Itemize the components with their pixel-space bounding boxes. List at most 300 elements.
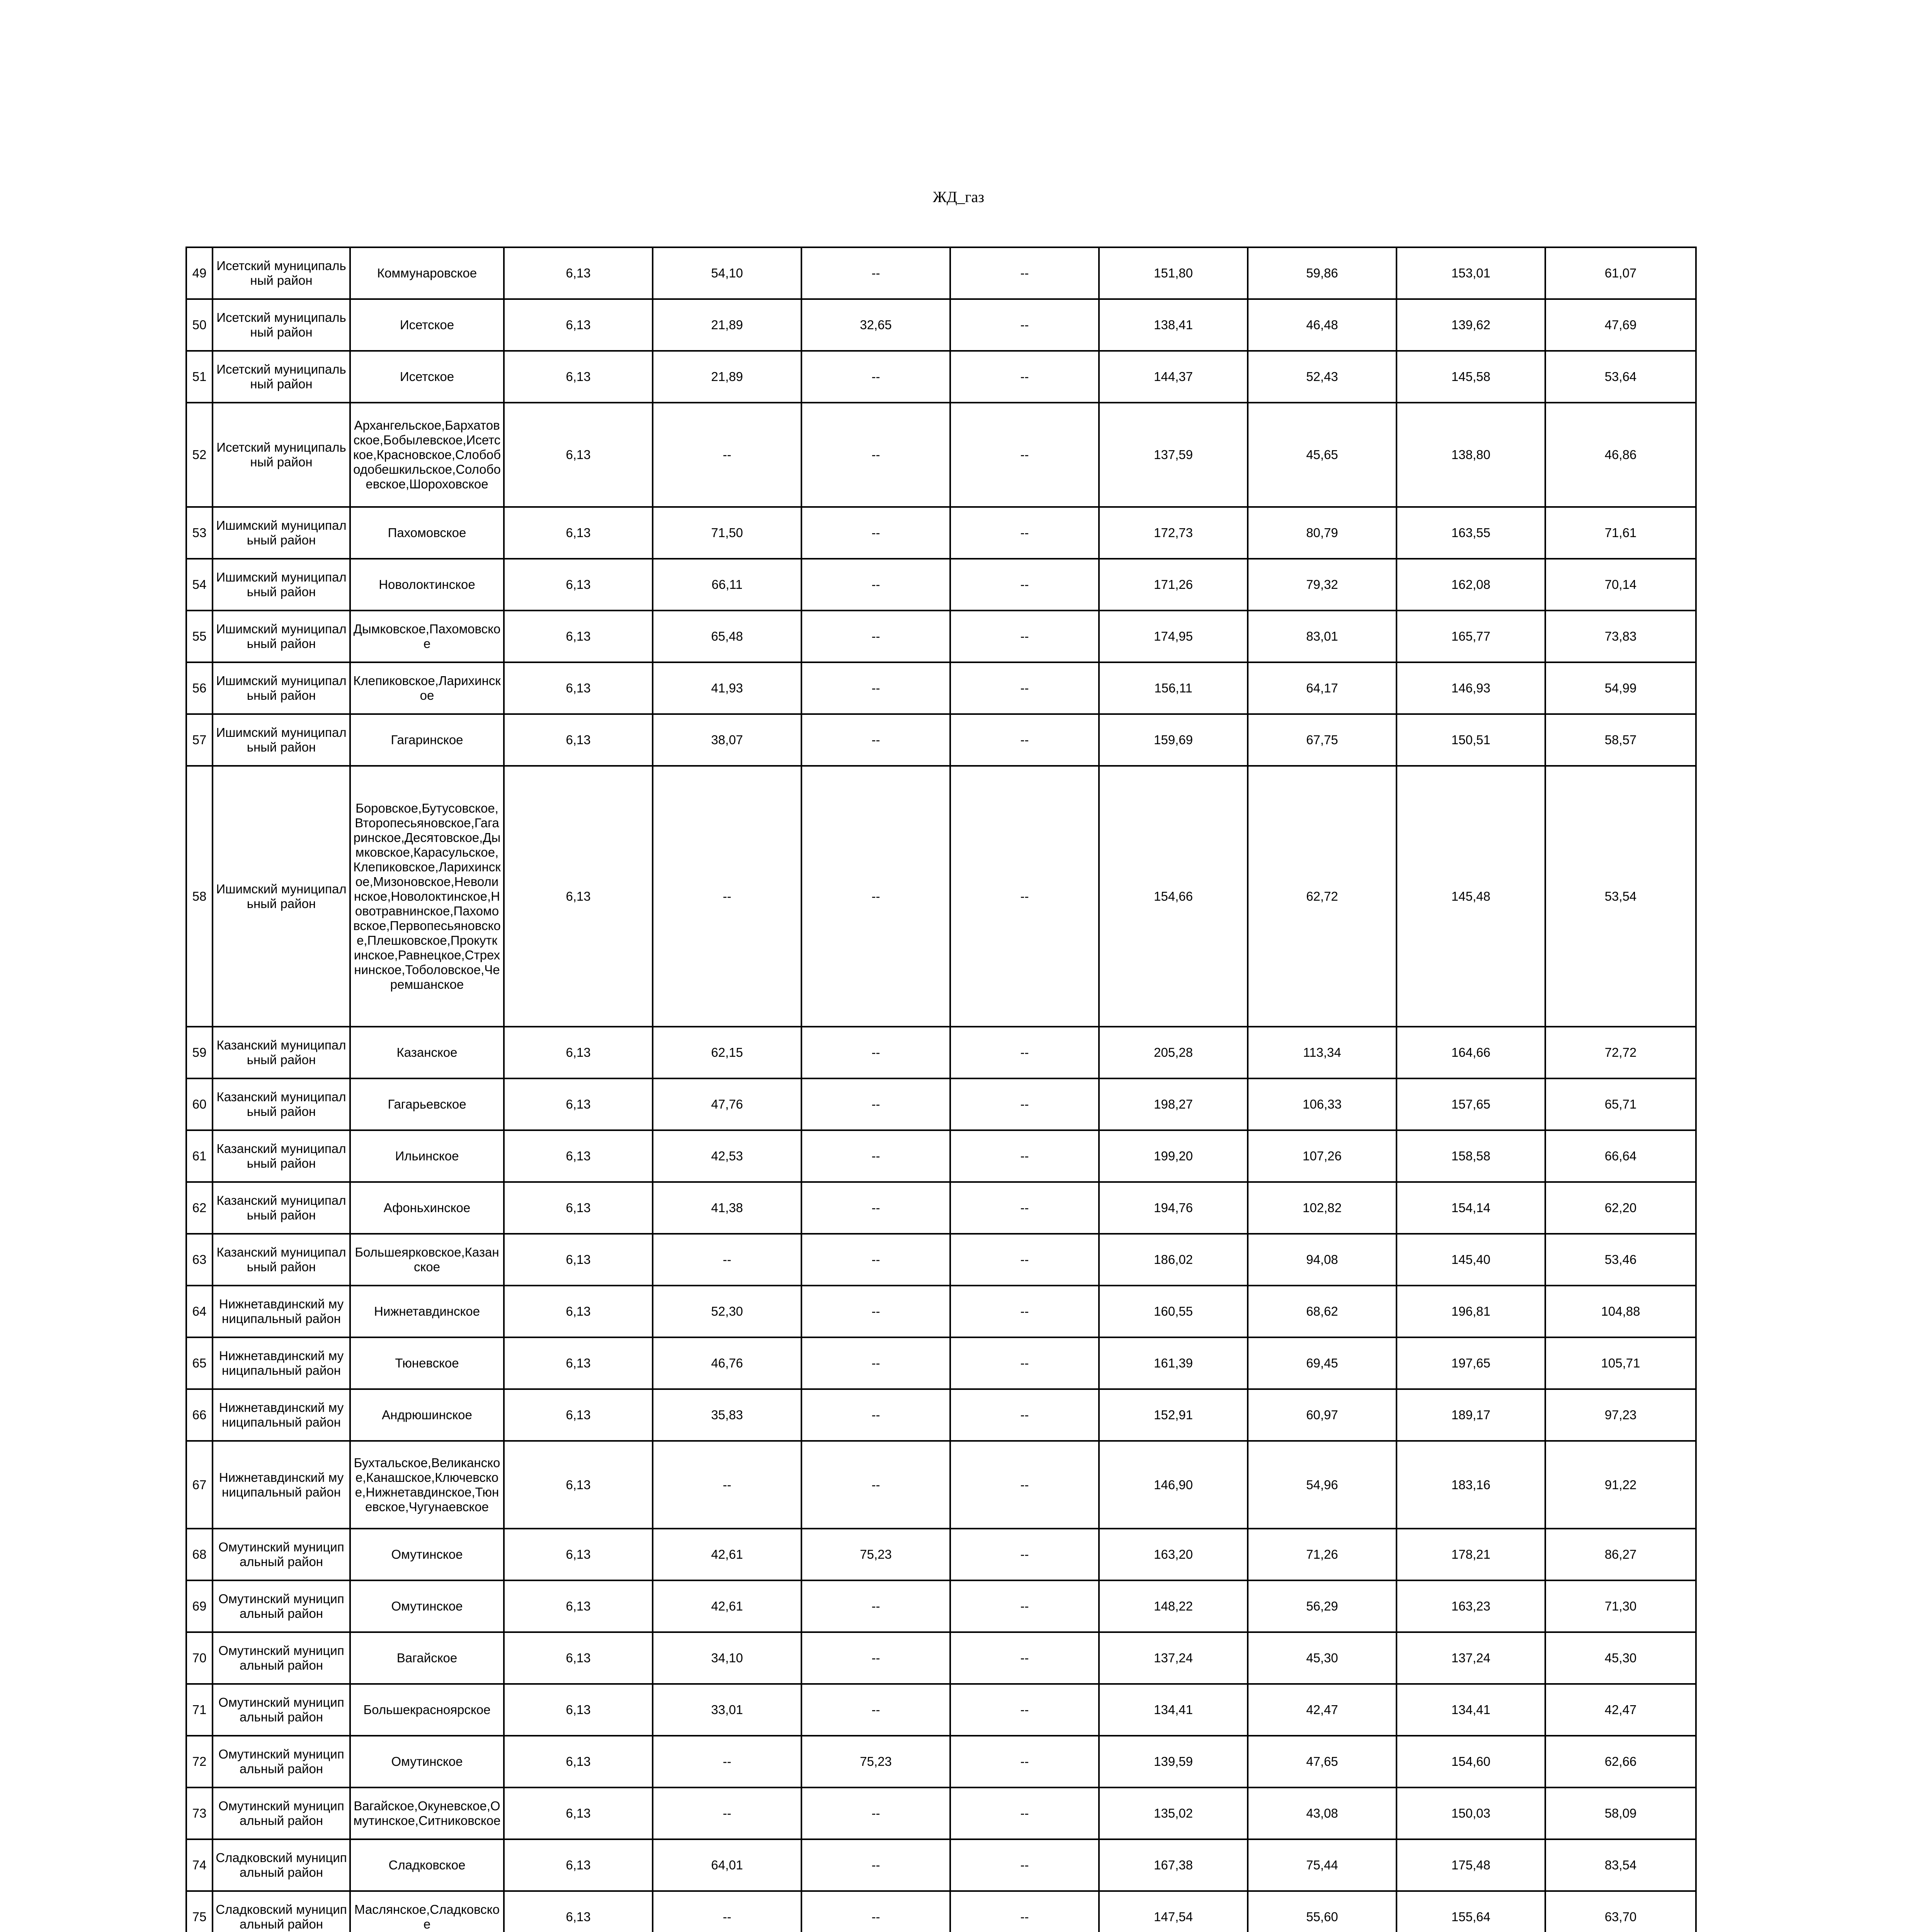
- table-row: [186, 1130, 1696, 1182]
- value-col-5-cell: --: [653, 766, 801, 1027]
- settlement-names-cell: Исетское: [350, 351, 504, 403]
- value-col-4-cell: 6,13: [504, 1130, 653, 1182]
- row-number-cell: 57: [186, 714, 213, 766]
- row-number-cell: 65: [186, 1337, 213, 1389]
- municipal-district-cell: Нижнетавдинский муниципальный район: [213, 1286, 350, 1337]
- municipal-district-cell: Омутинский муниципальный район: [213, 1736, 350, 1787]
- table-row: [186, 1529, 1696, 1580]
- value-col-7-cell: --: [950, 351, 1099, 403]
- table-row: [186, 1182, 1696, 1234]
- value-col-11-cell: 86,27: [1545, 1529, 1696, 1580]
- value-col-9-cell: 46,48: [1248, 299, 1397, 351]
- value-col-9-cell: 52,43: [1248, 351, 1397, 403]
- municipal-district-cell: Омутинский муниципальный район: [213, 1787, 350, 1839]
- municipal-district-cell: Сладковский муниципальный район: [213, 1839, 350, 1891]
- municipal-district-cell: Нижнетавдинский муниципальный район: [213, 1441, 350, 1529]
- settlement-names-cell: Коммунаровское: [350, 247, 504, 299]
- settlement-names-cell: Омутинское: [350, 1736, 504, 1787]
- value-col-8-cell: 199,20: [1099, 1130, 1248, 1182]
- value-col-4-cell: 6,13: [504, 1580, 653, 1632]
- value-col-8-cell: 137,59: [1099, 403, 1248, 507]
- value-col-5-cell: 33,01: [653, 1684, 801, 1736]
- value-col-4-cell: 6,13: [504, 1787, 653, 1839]
- value-col-10-cell: 137,24: [1397, 1632, 1545, 1684]
- municipal-district-cell: Исетский муниципальный район: [213, 247, 350, 299]
- value-col-7-cell: --: [950, 611, 1099, 662]
- value-col-11-cell: 66,64: [1545, 1130, 1696, 1182]
- value-col-4-cell: 6,13: [504, 1529, 653, 1580]
- value-col-11-cell: 91,22: [1545, 1441, 1696, 1529]
- value-col-11-cell: 63,70: [1545, 1891, 1696, 1932]
- value-col-6-cell: --: [801, 662, 950, 714]
- value-col-8-cell: 159,69: [1099, 714, 1248, 766]
- value-col-8-cell: 161,39: [1099, 1337, 1248, 1389]
- value-col-9-cell: 113,34: [1248, 1027, 1397, 1078]
- value-col-9-cell: 43,08: [1248, 1787, 1397, 1839]
- value-col-5-cell: 42,61: [653, 1580, 801, 1632]
- value-col-9-cell: 67,75: [1248, 714, 1397, 766]
- value-col-6-cell: --: [801, 1286, 950, 1337]
- value-col-6-cell: --: [801, 403, 950, 507]
- table-row: [186, 1736, 1696, 1787]
- value-col-8-cell: 144,37: [1099, 351, 1248, 403]
- value-col-9-cell: 45,65: [1248, 403, 1397, 507]
- value-col-5-cell: 62,15: [653, 1027, 801, 1078]
- settlement-names-cell: Бухтальское,Великанское,Канашское,Ключевское,Нижнетавдинское,Тюневское,Чугунаевское: [350, 1441, 504, 1529]
- value-col-10-cell: 196,81: [1397, 1286, 1545, 1337]
- value-col-9-cell: 42,47: [1248, 1684, 1397, 1736]
- row-number-cell: 49: [186, 247, 213, 299]
- value-col-5-cell: --: [653, 1891, 801, 1932]
- value-col-9-cell: 107,26: [1248, 1130, 1397, 1182]
- value-col-9-cell: 79,32: [1248, 559, 1397, 611]
- value-col-6-cell: --: [801, 611, 950, 662]
- value-col-6-cell: --: [801, 1078, 950, 1130]
- value-col-8-cell: 139,59: [1099, 1736, 1248, 1787]
- value-col-6-cell: --: [801, 1632, 950, 1684]
- table-row: [186, 662, 1696, 714]
- value-col-7-cell: --: [950, 766, 1099, 1027]
- value-col-11-cell: 62,66: [1545, 1736, 1696, 1787]
- row-number-cell: 66: [186, 1389, 213, 1441]
- value-col-8-cell: 151,80: [1099, 247, 1248, 299]
- row-number-cell: 60: [186, 1078, 213, 1130]
- value-col-5-cell: 35,83: [653, 1389, 801, 1441]
- value-col-10-cell: 183,16: [1397, 1441, 1545, 1529]
- municipal-district-cell: Ишимский муниципальный район: [213, 766, 350, 1027]
- table-row: [186, 1891, 1696, 1932]
- value-col-10-cell: 145,40: [1397, 1234, 1545, 1286]
- row-number-cell: 70: [186, 1632, 213, 1684]
- value-col-8-cell: 148,22: [1099, 1580, 1248, 1632]
- row-number-cell: 52: [186, 403, 213, 507]
- settlement-names-cell: Казанское: [350, 1027, 504, 1078]
- value-col-7-cell: --: [950, 1529, 1099, 1580]
- value-col-4-cell: 6,13: [504, 1684, 653, 1736]
- settlement-names-cell: Тюневское: [350, 1337, 504, 1389]
- document-header-title: ЖД_газ: [932, 188, 985, 206]
- table-row: [186, 1234, 1696, 1286]
- value-col-4-cell: 6,13: [504, 1891, 653, 1932]
- municipal-district-cell: Омутинский муниципальный район: [213, 1684, 350, 1736]
- value-col-5-cell: 21,89: [653, 351, 801, 403]
- table-row: [186, 403, 1696, 507]
- value-col-10-cell: 146,93: [1397, 662, 1545, 714]
- row-number-cell: 74: [186, 1839, 213, 1891]
- table-row: [186, 507, 1696, 559]
- settlement-names-cell: Афоньхинское: [350, 1182, 504, 1234]
- value-col-4-cell: 6,13: [504, 1182, 653, 1234]
- value-col-6-cell: --: [801, 1027, 950, 1078]
- value-col-8-cell: 167,38: [1099, 1839, 1248, 1891]
- value-col-6-cell: --: [801, 1234, 950, 1286]
- value-col-4-cell: 6,13: [504, 1389, 653, 1441]
- value-col-9-cell: 68,62: [1248, 1286, 1397, 1337]
- value-col-11-cell: 53,64: [1545, 351, 1696, 403]
- value-col-7-cell: --: [950, 662, 1099, 714]
- value-col-10-cell: 162,08: [1397, 559, 1545, 611]
- value-col-11-cell: 72,72: [1545, 1027, 1696, 1078]
- table-row: [186, 1632, 1696, 1684]
- value-col-11-cell: 73,83: [1545, 611, 1696, 662]
- value-col-9-cell: 69,45: [1248, 1337, 1397, 1389]
- row-number-cell: 64: [186, 1286, 213, 1337]
- value-col-9-cell: 64,17: [1248, 662, 1397, 714]
- row-number-cell: 75: [186, 1891, 213, 1932]
- table-row: [186, 351, 1696, 403]
- value-col-10-cell: 189,17: [1397, 1389, 1545, 1441]
- value-col-9-cell: 106,33: [1248, 1078, 1397, 1130]
- value-col-10-cell: 178,21: [1397, 1529, 1545, 1580]
- value-col-6-cell: --: [801, 247, 950, 299]
- value-col-6-cell: --: [801, 351, 950, 403]
- value-col-8-cell: 174,95: [1099, 611, 1248, 662]
- settlement-names-cell: Ильинское: [350, 1130, 504, 1182]
- value-col-4-cell: 6,13: [504, 1632, 653, 1684]
- value-col-8-cell: 137,24: [1099, 1632, 1248, 1684]
- value-col-5-cell: 66,11: [653, 559, 801, 611]
- municipal-district-cell: Исетский муниципальный район: [213, 351, 350, 403]
- row-number-cell: 62: [186, 1182, 213, 1234]
- value-col-7-cell: --: [950, 1130, 1099, 1182]
- municipal-district-cell: Ишимский муниципальный район: [213, 611, 350, 662]
- value-col-5-cell: --: [653, 1234, 801, 1286]
- value-col-11-cell: 71,61: [1545, 507, 1696, 559]
- value-col-11-cell: 45,30: [1545, 1632, 1696, 1684]
- value-col-7-cell: --: [950, 1078, 1099, 1130]
- value-col-7-cell: --: [950, 714, 1099, 766]
- table-row: [186, 1286, 1696, 1337]
- value-col-9-cell: 75,44: [1248, 1839, 1397, 1891]
- value-col-10-cell: 157,65: [1397, 1078, 1545, 1130]
- value-col-4-cell: 6,13: [504, 1027, 653, 1078]
- value-col-4-cell: 6,13: [504, 299, 653, 351]
- value-col-4-cell: 6,13: [504, 247, 653, 299]
- value-col-5-cell: 71,50: [653, 507, 801, 559]
- value-col-7-cell: --: [950, 1632, 1099, 1684]
- value-col-8-cell: 147,54: [1099, 1891, 1248, 1932]
- value-col-7-cell: --: [950, 1787, 1099, 1839]
- table-row: [186, 299, 1696, 351]
- value-col-8-cell: 205,28: [1099, 1027, 1248, 1078]
- value-col-8-cell: 186,02: [1099, 1234, 1248, 1286]
- value-col-9-cell: 83,01: [1248, 611, 1397, 662]
- value-col-11-cell: 42,47: [1545, 1684, 1696, 1736]
- value-col-6-cell: --: [801, 1891, 950, 1932]
- table-row: [186, 1684, 1696, 1736]
- value-col-4-cell: 6,13: [504, 714, 653, 766]
- municipal-district-cell: Омутинский муниципальный район: [213, 1580, 350, 1632]
- table-row: [186, 1027, 1696, 1078]
- value-col-4-cell: 6,13: [504, 662, 653, 714]
- municipal-district-cell: Казанский муниципальный район: [213, 1234, 350, 1286]
- value-col-8-cell: 160,55: [1099, 1286, 1248, 1337]
- value-col-5-cell: 54,10: [653, 247, 801, 299]
- table-row: [186, 766, 1696, 1027]
- value-col-9-cell: 56,29: [1248, 1580, 1397, 1632]
- value-col-5-cell: 65,48: [653, 611, 801, 662]
- value-col-9-cell: 71,26: [1248, 1529, 1397, 1580]
- value-col-6-cell: --: [801, 559, 950, 611]
- value-col-4-cell: 6,13: [504, 1337, 653, 1389]
- municipal-district-cell: Ишимский муниципальный район: [213, 507, 350, 559]
- value-col-9-cell: 94,08: [1248, 1234, 1397, 1286]
- data-table: [185, 247, 1697, 1932]
- value-col-9-cell: 102,82: [1248, 1182, 1397, 1234]
- row-number-cell: 63: [186, 1234, 213, 1286]
- settlement-names-cell: Омутинское: [350, 1580, 504, 1632]
- value-col-4-cell: 6,13: [504, 766, 653, 1027]
- value-col-7-cell: --: [950, 403, 1099, 507]
- row-number-cell: 67: [186, 1441, 213, 1529]
- value-col-8-cell: 146,90: [1099, 1441, 1248, 1529]
- value-col-5-cell: 42,61: [653, 1529, 801, 1580]
- value-col-6-cell: --: [801, 1684, 950, 1736]
- value-col-11-cell: 105,71: [1545, 1337, 1696, 1389]
- row-number-cell: 73: [186, 1787, 213, 1839]
- value-col-7-cell: --: [950, 1234, 1099, 1286]
- municipal-district-cell: Ишимский муниципальный район: [213, 662, 350, 714]
- value-col-9-cell: 47,65: [1248, 1736, 1397, 1787]
- value-col-8-cell: 194,76: [1099, 1182, 1248, 1234]
- value-col-5-cell: 52,30: [653, 1286, 801, 1337]
- value-col-10-cell: 165,77: [1397, 611, 1545, 662]
- value-col-4-cell: 6,13: [504, 559, 653, 611]
- value-col-4-cell: 6,13: [504, 1441, 653, 1529]
- row-number-cell: 72: [186, 1736, 213, 1787]
- settlement-names-cell: Клепиковское,Ларихинское: [350, 662, 504, 714]
- value-col-10-cell: 150,03: [1397, 1787, 1545, 1839]
- value-col-10-cell: 163,55: [1397, 507, 1545, 559]
- settlement-names-cell: Вагайское,Окуневское,Омутинское,Ситниковское: [350, 1787, 504, 1839]
- value-col-4-cell: 6,13: [504, 1736, 653, 1787]
- value-col-6-cell: --: [801, 1130, 950, 1182]
- value-col-11-cell: 62,20: [1545, 1182, 1696, 1234]
- settlement-names-cell: Пахомовское: [350, 507, 504, 559]
- row-number-cell: 69: [186, 1580, 213, 1632]
- settlement-names-cell: Новолоктинское: [350, 559, 504, 611]
- value-col-11-cell: 54,99: [1545, 662, 1696, 714]
- table-row: [186, 1441, 1696, 1529]
- value-col-5-cell: --: [653, 1736, 801, 1787]
- value-col-5-cell: --: [653, 1787, 801, 1839]
- value-col-9-cell: 45,30: [1248, 1632, 1397, 1684]
- settlement-names-cell: Большеярковское,Казанское: [350, 1234, 504, 1286]
- municipal-district-cell: Омутинский муниципальный район: [213, 1529, 350, 1580]
- value-col-5-cell: 46,76: [653, 1337, 801, 1389]
- value-col-7-cell: --: [950, 247, 1099, 299]
- value-col-10-cell: 163,23: [1397, 1580, 1545, 1632]
- value-col-8-cell: 156,11: [1099, 662, 1248, 714]
- value-col-11-cell: 47,69: [1545, 299, 1696, 351]
- table-row: [186, 611, 1696, 662]
- value-col-6-cell: 32,65: [801, 299, 950, 351]
- value-col-5-cell: --: [653, 1441, 801, 1529]
- value-col-8-cell: 134,41: [1099, 1684, 1248, 1736]
- value-col-11-cell: 70,14: [1545, 559, 1696, 611]
- value-col-5-cell: 21,89: [653, 299, 801, 351]
- municipal-district-cell: Исетский муниципальный район: [213, 299, 350, 351]
- value-col-6-cell: --: [801, 766, 950, 1027]
- value-col-10-cell: 139,62: [1397, 299, 1545, 351]
- value-col-7-cell: --: [950, 299, 1099, 351]
- table-row: [186, 1337, 1696, 1389]
- value-col-4-cell: 6,13: [504, 507, 653, 559]
- value-col-11-cell: 46,86: [1545, 403, 1696, 507]
- table-row: [186, 1787, 1696, 1839]
- municipal-district-cell: Нижнетавдинский муниципальный район: [213, 1389, 350, 1441]
- value-col-9-cell: 55,60: [1248, 1891, 1397, 1932]
- value-col-4-cell: 6,13: [504, 1286, 653, 1337]
- value-col-6-cell: --: [801, 507, 950, 559]
- settlement-names-cell: Маслянское,Сладковское: [350, 1891, 504, 1932]
- value-col-5-cell: 34,10: [653, 1632, 801, 1684]
- value-col-8-cell: 154,66: [1099, 766, 1248, 1027]
- value-col-10-cell: 154,14: [1397, 1182, 1545, 1234]
- value-col-6-cell: --: [801, 714, 950, 766]
- table-row: [186, 1389, 1696, 1441]
- value-col-6-cell: --: [801, 1787, 950, 1839]
- value-col-6-cell: --: [801, 1182, 950, 1234]
- value-col-8-cell: 198,27: [1099, 1078, 1248, 1130]
- value-col-4-cell: 6,13: [504, 1078, 653, 1130]
- settlement-names-cell: Боровское,Бутусовское,Второпесьяновское,Гагаринское,Десятовское,Дымковское,Карасульское,Клепиковское,Ларихинское,Мизоновское,Неволинское,Новолоктинское,Новотравнинское,Пахомовское,Первопесьяновское,Плешковское,Прокуткинское,Равнецкое,Стрехнинское,Тоболовское,Черемшанское: [350, 766, 504, 1027]
- value-col-10-cell: 158,58: [1397, 1130, 1545, 1182]
- value-col-7-cell: --: [950, 1441, 1099, 1529]
- municipal-district-cell: Нижнетавдинский муниципальный район: [213, 1337, 350, 1389]
- value-col-7-cell: --: [950, 559, 1099, 611]
- value-col-6-cell: --: [801, 1337, 950, 1389]
- value-col-5-cell: 47,76: [653, 1078, 801, 1130]
- settlement-names-cell: Дымковское,Пахомовское: [350, 611, 504, 662]
- settlement-names-cell: Гагаринское: [350, 714, 504, 766]
- settlement-names-cell: Андрюшинское: [350, 1389, 504, 1441]
- value-col-8-cell: 171,26: [1099, 559, 1248, 611]
- row-number-cell: 54: [186, 559, 213, 611]
- municipal-district-cell: Казанский муниципальный район: [213, 1182, 350, 1234]
- value-col-11-cell: 58,57: [1545, 714, 1696, 766]
- value-col-9-cell: 62,72: [1248, 766, 1397, 1027]
- table-row: [186, 247, 1696, 299]
- value-col-9-cell: 60,97: [1248, 1389, 1397, 1441]
- value-col-4-cell: 6,13: [504, 351, 653, 403]
- value-col-4-cell: 6,13: [504, 1839, 653, 1891]
- value-col-7-cell: --: [950, 1389, 1099, 1441]
- value-col-7-cell: --: [950, 1891, 1099, 1932]
- value-col-7-cell: --: [950, 1027, 1099, 1078]
- value-col-10-cell: 138,80: [1397, 403, 1545, 507]
- row-number-cell: 58: [186, 766, 213, 1027]
- settlement-names-cell: Сладковское: [350, 1839, 504, 1891]
- row-number-cell: 51: [186, 351, 213, 403]
- municipal-district-cell: Ишимский муниципальный район: [213, 559, 350, 611]
- value-col-8-cell: 163,20: [1099, 1529, 1248, 1580]
- value-col-10-cell: 145,48: [1397, 766, 1545, 1027]
- value-col-11-cell: 53,54: [1545, 766, 1696, 1027]
- value-col-6-cell: --: [801, 1580, 950, 1632]
- municipal-district-cell: Казанский муниципальный район: [213, 1078, 350, 1130]
- value-col-8-cell: 138,41: [1099, 299, 1248, 351]
- municipal-district-cell: Ишимский муниципальный район: [213, 714, 350, 766]
- settlement-names-cell: Омутинское: [350, 1529, 504, 1580]
- row-number-cell: 56: [186, 662, 213, 714]
- row-number-cell: 68: [186, 1529, 213, 1580]
- value-col-11-cell: 104,88: [1545, 1286, 1696, 1337]
- row-number-cell: 50: [186, 299, 213, 351]
- value-col-7-cell: --: [950, 507, 1099, 559]
- value-col-10-cell: 150,51: [1397, 714, 1545, 766]
- row-number-cell: 53: [186, 507, 213, 559]
- value-col-7-cell: --: [950, 1580, 1099, 1632]
- value-col-8-cell: 172,73: [1099, 507, 1248, 559]
- value-col-7-cell: --: [950, 1182, 1099, 1234]
- settlement-names-cell: Нижнетавдинское: [350, 1286, 504, 1337]
- table-row: [186, 1580, 1696, 1632]
- value-col-11-cell: 61,07: [1545, 247, 1696, 299]
- table-row: [186, 1839, 1696, 1891]
- settlement-names-cell: Большекрасноярское: [350, 1684, 504, 1736]
- value-col-5-cell: 38,07: [653, 714, 801, 766]
- value-col-4-cell: 6,13: [504, 611, 653, 662]
- value-col-5-cell: --: [653, 403, 801, 507]
- value-col-5-cell: 64,01: [653, 1839, 801, 1891]
- value-col-6-cell: 75,23: [801, 1736, 950, 1787]
- value-col-6-cell: --: [801, 1441, 950, 1529]
- value-col-5-cell: 41,93: [653, 662, 801, 714]
- settlement-names-cell: Архангельское,Бархатовское,Бобылевское,Исетское,Красновское,Слобободобешкильское,Солобоевское,Шороховское: [350, 403, 504, 507]
- value-col-7-cell: --: [950, 1684, 1099, 1736]
- value-col-8-cell: 152,91: [1099, 1389, 1248, 1441]
- value-col-11-cell: 71,30: [1545, 1580, 1696, 1632]
- row-number-cell: 71: [186, 1684, 213, 1736]
- value-col-7-cell: --: [950, 1839, 1099, 1891]
- settlement-names-cell: Вагайское: [350, 1632, 504, 1684]
- municipal-district-cell: Казанский муниципальный район: [213, 1027, 350, 1078]
- value-col-6-cell: --: [801, 1839, 950, 1891]
- table-row: [186, 714, 1696, 766]
- table-row: [186, 1078, 1696, 1130]
- value-col-10-cell: 134,41: [1397, 1684, 1545, 1736]
- municipal-district-cell: Сладковский муниципальный район: [213, 1891, 350, 1932]
- value-col-6-cell: 75,23: [801, 1529, 950, 1580]
- value-col-10-cell: 145,58: [1397, 351, 1545, 403]
- value-col-7-cell: --: [950, 1286, 1099, 1337]
- value-col-11-cell: 58,09: [1545, 1787, 1696, 1839]
- row-number-cell: 59: [186, 1027, 213, 1078]
- value-col-10-cell: 155,64: [1397, 1891, 1545, 1932]
- value-col-7-cell: --: [950, 1337, 1099, 1389]
- value-col-11-cell: 65,71: [1545, 1078, 1696, 1130]
